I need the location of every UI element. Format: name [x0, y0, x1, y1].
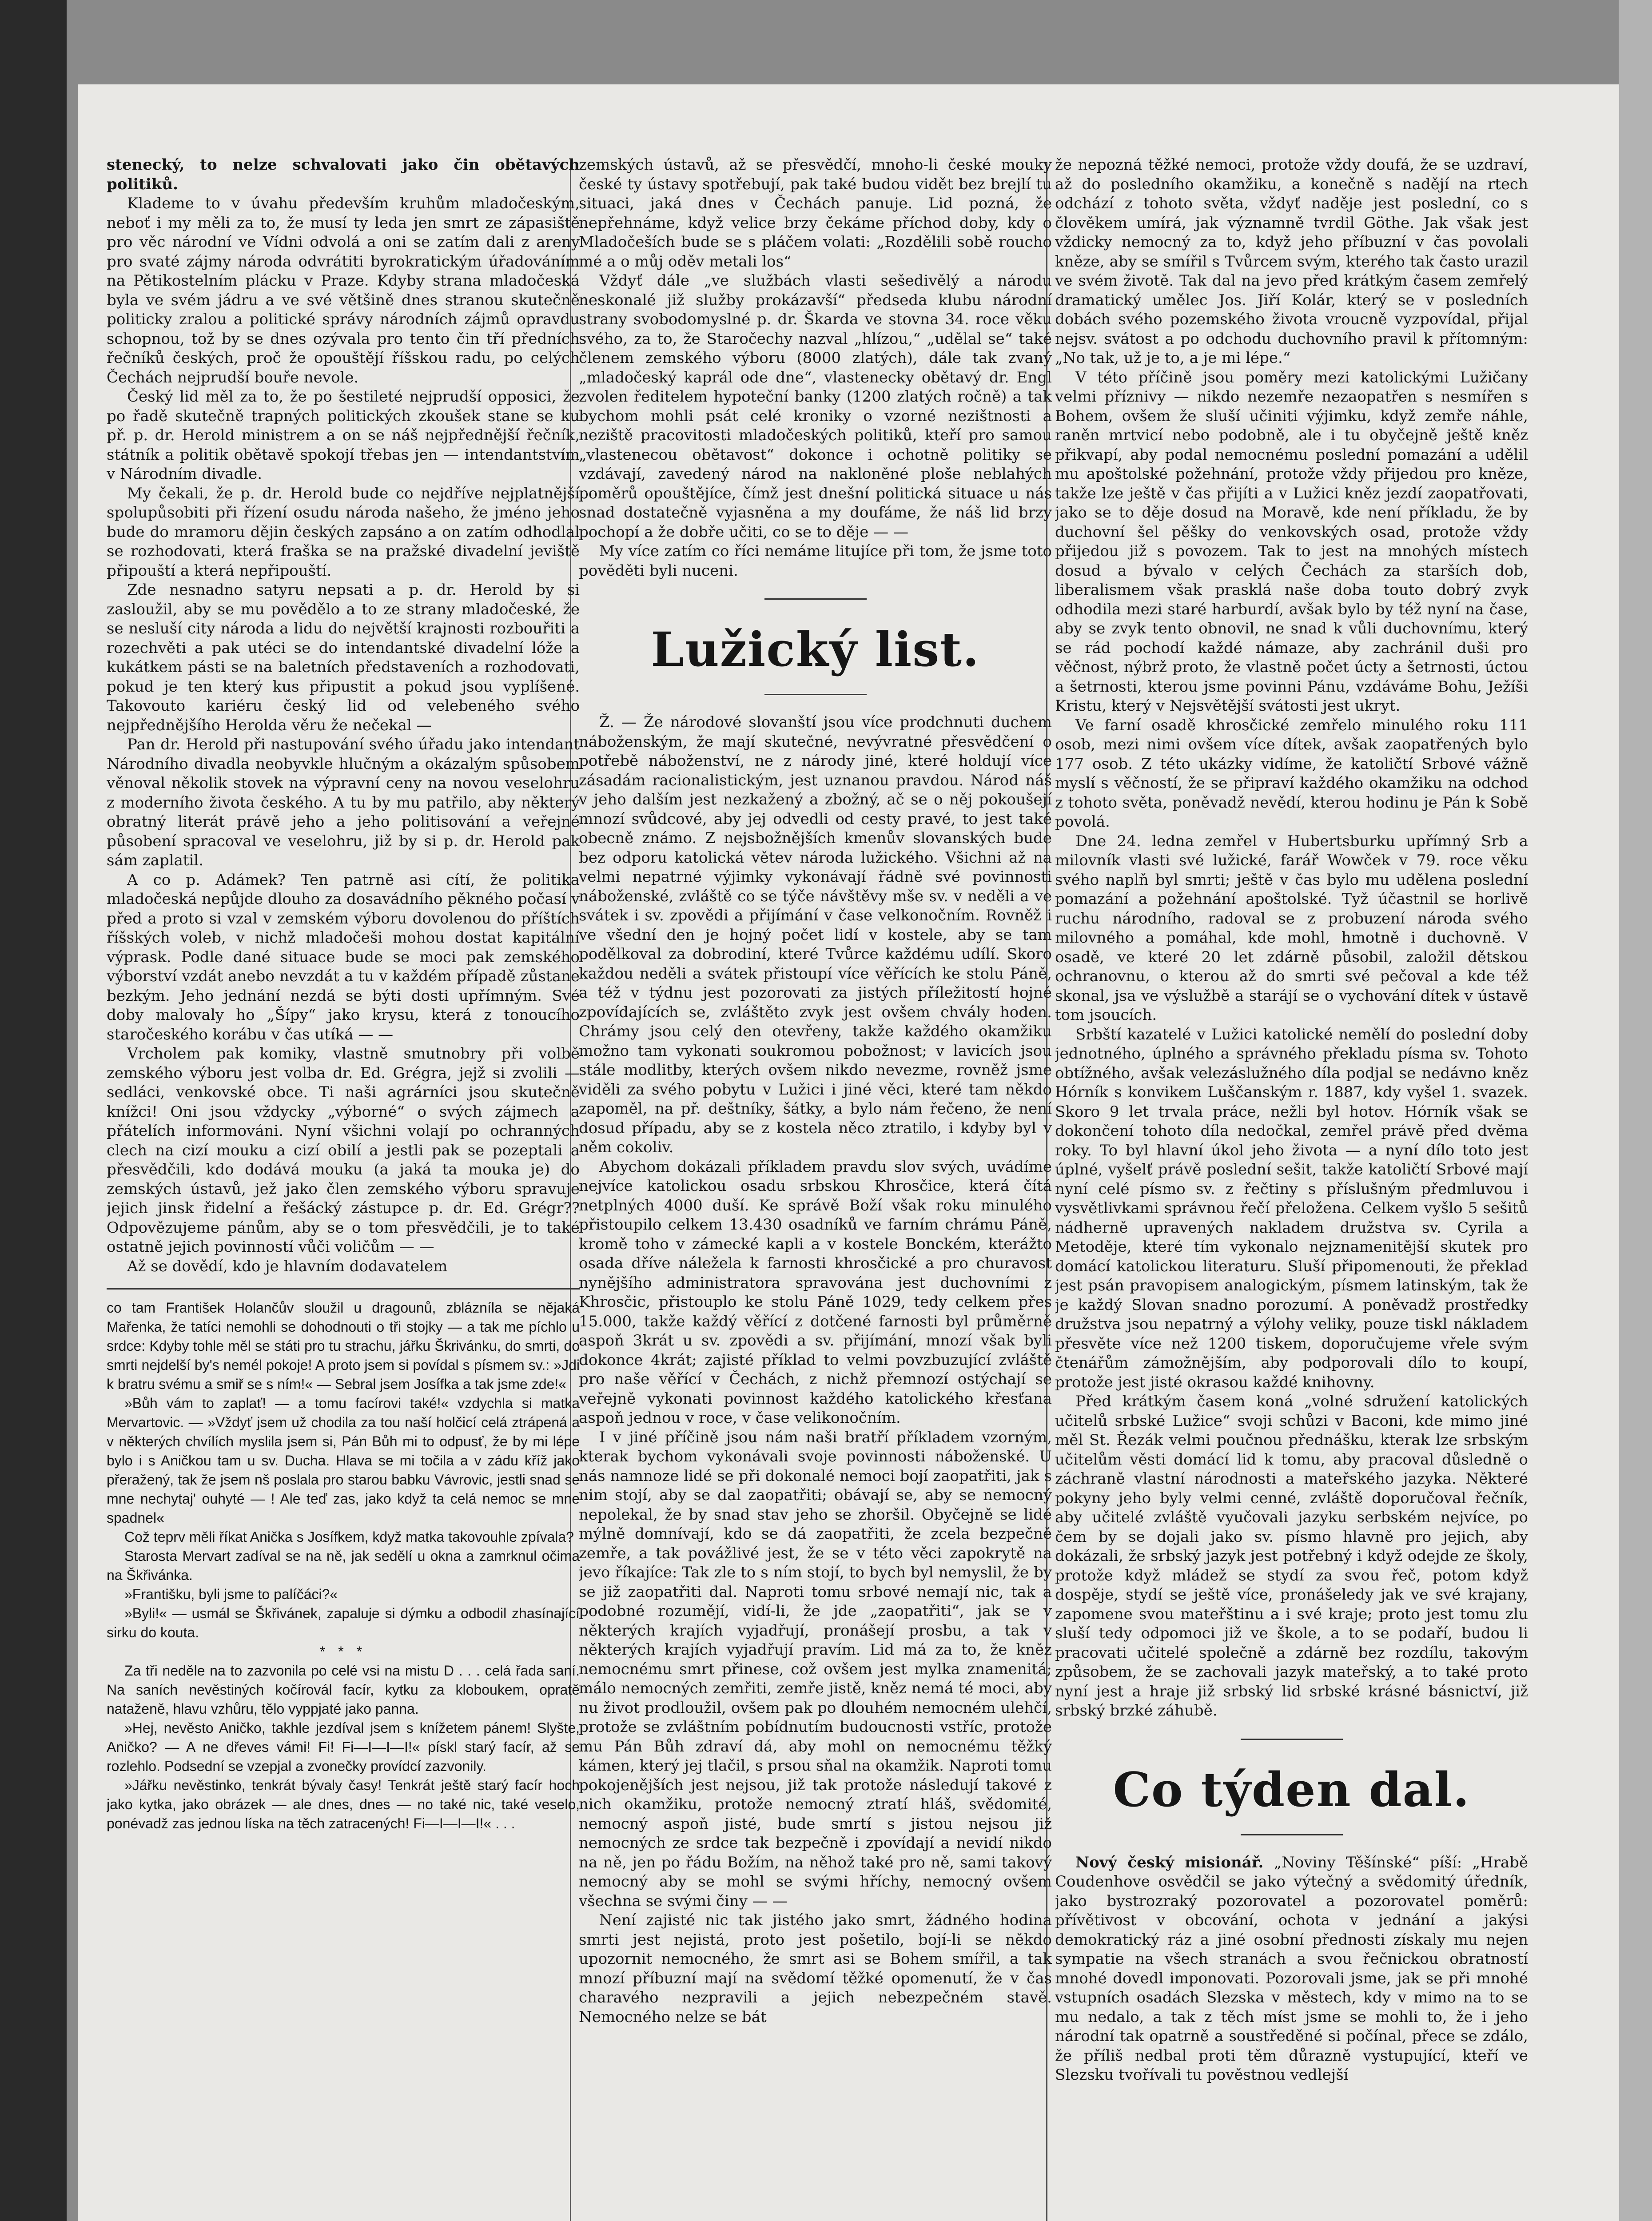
column-middle: [579, 155, 1052, 2221]
article-text-paragraph: Ve farní osadě khrosčické zemřelo minulého roku 111 osob, mezi nimi ovšem více dítek, avšak zaopatřených bylo 177 osob. Z této ukázky vidíme, že katoličtí Srbové vážně myslí s věčností, že se připraví každého okamžiku na odchod z tohoto světa, poněvadž nevědí, kterou hodinu je Pán k Sobě povolá.: [1055, 716, 1528, 831]
article-text-paragraph: My čekali, že p. dr. Herold bude co nejdříve nejplatnější spolupůsobiti při řízení osudu národa našeho, že jméno jeho bude do mramoru dějin českých zapsáno a on zatím odhodlal se rozhodovati, která fraška se na pražské divadelní jeviště připouští a která nepřipouští.: [107, 484, 580, 580]
article-text-paragraph: Vrcholem pak komiky, vlastně smutnobry při volbě zemského výboru jest volba dr. Ed. Grégra, jejž si zvolili — sedláci, venkovské obce. Ti naši agrárníci jsou skutečně knížci! Oni jsou vždycky „výborné“ o svých zájmech a přátelích informováni. Nyní všichni volají po ochranných clech na cizí mouku a cizí obilí a jestli pak se pozeptali a přesvědčili, kdo dodává mouku (a jaká ta mouka je) do zemských ústavů, jež jako člen zemského výboru spravuje jejich jinsk řidelní a řešácký zástupce p. dr. Ed. Grégr?? Odpovězujeme pánům, aby se o tom přesvědčili, je to také ostatně jejich povinností vůči voličům — —: [107, 1045, 580, 1256]
article-text-paragraph: A co p. Adámek? Ten patrně asi cítí, že politika mladočeská nepůjde dlouho za dosavádního pěkného počasí v před a proto si vzal v zemském výboru dovolenou do příštích říšských voleb, v nichž mladočeši mohou dostat kapitální výprask. Podle dané situace bude se moci pak zemského výborství vzdát anebo nevzdát a tu v každém případě zůstane bezkým. Jeho jednání nezdá se býti dosti upřímným. Své doby malovaly ho „Šípy“ jako krysu, která z tonoucího staročeského korábu v čas utíká — —: [107, 871, 580, 1043]
feuilleton-paragraph: Starosta Mervart zadíval se na ně, jak sedělí u okna a zamrknul očima na Škřivánka.: [107, 1548, 580, 1583]
news-item-text: „Noviny Těšínské“ píší: „Hrabě Coudenhove osvědčil se jako výtečný a svědomitý úředník, jako bystrozraký pozorovatel a pozorovatel poměrů: přívětivost v obcování, ochota v jednání a jakýsi demokratický ráz a jiné osobní přednosti získaly mu nejen sympatie na všech stranách a svou řečnickou obratností mnohé dovedl imponovati. Pozorovali jsme, jak se při mnohé vstupních osadách Slezska v městech, kdy v mimo na to se mu nedalo, a tak z těch míst jsme se mohli to, že i jeho národní tak opatrně a soustředěné si počínal, přece se zdálo, že příliš nedbal proti těm důrazně vystupující, kteří ve Slezsku tvořívali tu pověstnou vedlejší: [1055, 1853, 1528, 2084]
section-break-asterisks: * * *: [319, 1644, 367, 1660]
section-heading-luzicky-list: Lužický list.: [651, 621, 980, 677]
feuilleton-paragraph: »Františku, byli jsme to palíčáci?«: [124, 1586, 338, 1602]
article-text-paragraph: zemských ústavů, až se přesvědčí, mnoho-li české mouky české ty ústavy spotřebují, pak také budou vidět bez brejlí tu situaci, jaká dnes v Čechách panuje. Lid pozná, že nepřehnáme, když velice brzy čekáme příchod doby, kdy o Mladočeších bude se s pláčem volati: „Rozdělili sobě roucho mé a o můj oděv metali los“: [579, 156, 1052, 271]
news-item: [1055, 1853, 1528, 2085]
article-text-paragraph: I v jiné příčině jsou nám naši bratří příkladem vzorným, kterak bychom vykonávali svoje povinnosti náboženské. U nás namnoze lidé se při dokonalé nemoci bojí zaopatřiti, jak s nim stojí, aby se dal zaopatřiti; obávají se, aby se nemocný nepolekal, že by snad stav jeho se zhoršil. Obyčejně se lidé mýlně domnívají, kdo se dá zaopatřiti, že zcela bezpečně zemře, a tak povážlivé jest, že se v této věci zapokrytě na jevo říkajíce: Tak zle to s ním stojí, to bych byl nemyslil, že by se již zaopatřiti dal. Naproti tomu srbové nemají nic, tak a podobné rozumějí, vidí-li, že jde „zaopatřiti“, jak se v některých krajích vyjadřují, pronášejí prosbu, a tak v některých krajích vyjadřují pravím. Lid má za to, že kněz nemocnému smrt přinese, což ovšem jest mylka znamenitá; málo nemocných zemřiti, zemře jistě, kněz nemá té moci, aby nu život prodloužil, ovšem pak po dlouhém nemocném ulehčí, protože se zvláštním pobídnutím budoucnosti vstříc, protože mu Pán Bůh zdraví dá, aby mohl on nemocnému těžký kámen, který jej tlačil, s prsou sňal na okamžik. Naproti tomu pokojenějších jest nejsou, již tak protože následují takové z nich okamžiku, protože nemocný ztratí hláš, svědomité, nemocný aspoň jisté, bude smrtí s jistou nejsou již nemocných ze srdce tak bezpečně i zpovídají a nevidí nikdo na ně, jen po řádu Božím, na něhož také pro ně, sami takový nemocný aby se mohl se svými hříchy, nemocný ovšem všechna se svými činy — —: [579, 1428, 1052, 1910]
scan-right-margin: [1619, 0, 1652, 2221]
feuilleton-story: [107, 1298, 580, 1833]
newspaper-page: [78, 84, 1619, 2221]
feuilleton-paragraph: »Hej, nevěsto Aničko, takhle jezdíval jsem s knížetem pánem! Slyšte, Aničko? — A ne dřeves vámi! Fi! Fi—I—I—I!« pískl starý facír, až se rozlehlo. Podsední se vzepjal a zvonečky provídcí zazvonily.: [107, 1720, 580, 1774]
article-text-paragraph: Pan dr. Herold při nastupování svého úřadu jako intendant Národního divadla neobyvkle hlučným a okázalým spůsobem věnoval několik stovek na výpravní ceny na novou veselohru z moderního života českého. A tu by mu patřilo, aby některý obratný literát právě jeho a jeho politisování a veřejné působení spracoval ve veselohru, již by si p. dr. Herold pak sám zaplatil.: [107, 736, 580, 869]
column-right: [1055, 155, 1528, 2221]
feuilleton-paragraph: Což teprv měli říkat Anička s Josífkem, když matka takovouhle zpívala?: [124, 1529, 574, 1545]
feuilleton-paragraph: co tam František Holančův sloužil u dragounů, zblázníla se nějaká Mařenka, že tatíci nemohli se dohodnouti o tři stojky — a tak me píchlo u srdce: Kdyby tohle měl se státi pro tu strachu, jářku Škrivánku, do smrti, do smrti nejdelší by's nemél pokoje! A proto jsem si povídal s písmem sv.: »Jdi k bratru svému a smiř se s ním!« — Sebral jsem Josífka a tak jsme zde!«: [107, 1300, 580, 1392]
section-divider: [1241, 1834, 1343, 1835]
article-text-paragraph: Dne 24. ledna zemřel v Hubertsburku upřímný Srb a milovník vlasti své lužické, farář Wowček v 79. roce věku svého naplň byl smrti; ještě v čas bylo mu udělena poslední pomazání a požehnání apoštolské. Tyž účastnil se horlivě ruchu národního, radoval se z probuzení národa svého milovného a pomáhal, kde mohl, hmotně i duchovně. V osadě, ve které 20 let zdárně působil, založil dětskou ochranovnu, o kterou až do smrti své pečoval a kde též skonal, jsa ve výslužbě a starájí se o vychování dítek v ústavě tom jsoucích.: [1055, 832, 1528, 1024]
article-text-paragraph: My více zatím co říci nemáme litujíce při tom, že jsme toto pověděti byli nuceni.: [579, 542, 1052, 580]
feuilleton-paragraph: »Byli!« — usmál se Škřivánek, zapaluje si dýmku a odbodil zhasínající sirku do kouta.: [107, 1605, 580, 1640]
feuilleton-divider: [107, 1288, 580, 1290]
article-text-paragraph: V této příčině jsou poměry mezi katolickými Lužičany velmi příznivy — nikdo nezemře nezaopatřen s nesmířen s Bohem, ovšem že sluší učiniti výjimku, když zemře náhle, raněn mrtvicí nebo podobně, ale i tu obyčejně ještě kněz přikvapí, aby podal nemocnému poslední pomazání a udělil mu apoštolské požehnání, protože vždy přijedou pro kněze, takže lze ještě v čas přijíti a v Lužici kněz jezdí zaopatřovati, jako se to děje dosud na Moravě, kde není příkladu, že by duchovní šel pěšky do venkovských osad, protože vždy přijedou již s povozem. Tak to jest na mnohých místech dosud a bývalo v celých Čechách za starších dob, liberalismem však prasklá naše doba touto dobrý zvyk odhodila mezi staré harburdí, avšak bylo by též nyní na čase, aby se zvyk tento obnovil, ne snad k vůli duchovnímu, který se rád pochodí každé námaze, aby zachránil duši pro věčnost, nýbrž proto, že vlastně počet úcty a šetrnosti, úctou a šetrnosti, kterou jsme povinni Pánu, vzdáváme Bohu, Ježíši Kristu, který v Nejsvětější svátosti jest ukryt.: [1055, 368, 1528, 715]
article-text-paragraph: Až se dovědí, kdo je hlavním dodavatelem: [127, 1257, 448, 1275]
article-text-paragraph: Není zajisté nic tak jistého jako smrt, žádného hodina smrti jest nejistá, proto jest pošetilo, bojí-li se někdo upozornit nemocného, že smrt asi se Bohem smířil, a tak mnozí příbuzní mají na svědomí těžké opomenutí, že v čas charavého nezpravili a jejich nebezpečném stavě. Nemocného nelze se bát: [579, 1911, 1052, 2026]
section-divider: [764, 598, 867, 600]
section-divider: [764, 694, 867, 695]
article-text-paragraph: stenecký, to nelze schvalovati jako čin obětavých politiků.: [107, 156, 580, 193]
article-text-paragraph: Srbští kazatelé v Lužici katolické nemělí do poslední doby jednotného, úplného a správného překladu písma sv. Tohoto obtížného, avšak velezáslužného díla podjal se nedávno kněz Hórník s konvikem Luščanským r. 1887, kdy vyšel 1. svazek. Skoro 9 let trvala práce, nežli byl hotov. Hórník však se dokončení tohoto díla nedočkal, zemřel právě před dvěma roky. To byl hlavní úkol jeho života — a nyní dílo toto jest úplné, vyšelť právě poslední sešit, takže katoličtí Srbové mají nyní celé písmo sv. z řečtiny s příslušným předmluvou i vysvětlivkami správnou řečí přeložena. Celkem vyšlo 5 sešitů nádherně upravených nakladem družstva sv. Cyrila a Metoděje, které tím vykonalo nejznamenitější skutek pro domácí katolickou literaturu. Sluší připomenouti, že překlad jest psán pravopisem analogickým, písmem latinským, tak že je každý Slovan snadno porozumí. A poněvadž prostředky družstva jsou nepatrný a výlohy veliky, pouze tiskl nákladem přesvěte více než 1200 tiskem, doporučujeme vřele svým čtenářům zámožnějším, aby podporovali dílo to koupí, protože jest jisté okrasou každé knihovny.: [1055, 1025, 1528, 1391]
feuilleton-paragraph: Za tři neděle na to zazvonila po celé vsi na mistu D . . . celá řada saní. Na saních nevěstiných kočírovál facír, kytku za kloboukem, opratě nataženě, hlavu vzhůru, tělo vyppjaté jako panna.: [107, 1663, 580, 1717]
section-divider: [1241, 1739, 1343, 1740]
feuilleton-paragraph: »Jářku nevěstinko, tenkrát bývaly časy! Tenkrát ještě starý facír hoch jako kytka, jako obrázek — ale dnes, dnes — no také nic, také veselo, ponévadž zas jednou líska na těch zatracených! Fi—I—I—I!« . . .: [107, 1777, 580, 1831]
article-text-paragraph: Zde nesnadno satyru nepsati a p. dr. Herold by si zasloužil, aby se mu povědělo a to ze strany mladočeské, že se nesluší city národa a lidu do největší krajnosti rozbouřiti a rozechvěti a pak utéci se do intendantské divadelní lóže a kukátkem pásti se na baletních představeních a rozhodovati, pokud je ten který kus připustit a pokud jsou vyplíšené. Takovouto kariéru český lid od velebeného svého nejpřednějšího Herolda věru že nečekal —: [107, 581, 580, 734]
article-text-paragraph: Abychom dokázali příkladem pravdu slov svých, uvádíme nejvíce katolickou osadu srbskou Khrosčice, která čítá netplných 4000 duší. Ke správě Boží však roku minulého přistoupilo celkem 13.430 osadníků ve farním chrámu Páně, kromě toho v zámecké kapli a v kostele Bonckém, kterážto osada dříve náležela k farnosti khrosčické a pro churavost nynějšího administratora spravována jest duchovními z Khrosčic, přistouplo ke stolu Páně 1029, tedy celkem přes 15.000, takže každý věřící z dotčené farnosti byl průměrně aspoň 3krát u sv. zpovědi a sv. přijímání, mnozí však byli dokonce 4krát; zajisté příklad to velmi povzbuzující zvláště pro naše věřící v Čechách, z nichž přemnozí ostýchají se veřejně vykonati povinnost každého katolického křesťana aspoň jednou v roce, v čase velikonočním.: [579, 1158, 1052, 1427]
feuilleton-paragraph: »Bůh vám to zaplať! — a tomu facírovi také!« vzdychla si matka Mervartovic. — »Vždyť jsem už chodila za tou naší holčicí celá ztrápená a v některých chvílích myslila jsem si, Pán Bůh mi to odpusť, že by mi lépe bylo i s Aničkou tam u sv. Ducha. Hlava se mi točila a v zádu kříž jako přeražený, tak že jsem nš poslala pro starou babku Vávrovic, jestli snad se mne nechytaj' ouhyté — ! Ale teď zas, jako když ta celá nemoc se mne spadnel«: [107, 1395, 580, 1526]
scan-left-margin: [0, 0, 67, 2221]
article-text-paragraph: Ž. — Že národové slovanští jsou více prodchnuti duchem náboženským, že mají skutečné, nevývratné přesvědčení o potřebě náboženství, ne z národy jiné, které holdují více zásadám racionalistickým, jest uznanou pravdou. Národ náš v jeho dalším jest nezkažený a zbožný, ač se o něj pokoušejí mnozí svůdcové, aby jej odvedli od cesty pravé, to jest také obecně známo. Z nejsbožnějších kmenův slovanských bude bez odporu katolická větev národa lužického. Všichni až na velmi nepatrné výjimky vykonávají řádně své povinnosti náboženské, zvláště co se týče návštěvy mše sv. v neděli a ve svátek i sv. zpovědi a přijímání v čase velkonočním. Rovněž i ve všední den je hojný počet lidí v kostele, aby se tam podělkoval za dobrodiní, které Tvůrce každému udílí. Skoro každou neděli a svátek přistoupí více věřících ke stolu Páně, a též v týdnu jest pozorovati za jistých příležitostí hojné zpovídajících se, zvláštěto zvyk jest ovšem chvály hoden. Chrámy jsou celý den otevřeny, takže každého okamžiku možno tam vykonati soukromou pobožnost; v lavicích jsou stále modlitby, kterých ovšem nikdo nevezme, rovněž jsme viděli za svého pobytu v Lužici i jiné věci, které tam někdo zapoměl, na př. deštníky, šátky, a bylo nám řečeno, že není dosud případu, aby se z kostela něco ztratilo, i kdyby byl v něm cokoliv.: [579, 713, 1052, 1156]
article-text-paragraph: že nepozná těžké nemoci, protože vždy doufá, že se uzdraví, až do posledního okamžiku, a konečně s nadějí na rtech odchází z tohoto světa, vždyť naděje jest poslední, co s člověkem umírá, jak významně tvrdil Göthe. Jak však jest vždicky nemocný za to, když jeho příbuzní v čas povolali kněze, aby se smířil s Tvůrcem svým, kterého tak často urazil ve svém životě. Tak dal na jevo před krátkým časem zemřelý dramatický umělec Jos. Jiří Kolár, který se v posledních dobách svého pozemského života vroucně vyzpovídal, přijal nejsv. svátost a po odchodu duchovního pravil k přítomným: „No tak, už je to, a je mi lépe.“: [1055, 156, 1528, 367]
article-text-paragraph: Český lid měl za to, že po šestileté nejprudší opposici, že po řadě skutečně trapných politických zkoušek stane se ku př. p. dr. Herold ministrem a on se náš nejpřednější řečník, státník a politik obětavě spokojí třebas jen — intendantstvím v Národním divadle.: [107, 388, 580, 483]
column-left: [107, 155, 580, 2221]
article-text-paragraph: Před krátkým časem koná „volné sdružení katolických učitelů srbské Lužice“ svoji schůzi v Baconi, kde mimo jiné měl St. Řezák velmi poučnou přednášku, kterak lze srbským učitelům věsti domácí lid k tomu, aby pracoval důsledně o záchraně vlastní národnosti a mateřského jazyka. Některé pokyny jeho byly velmi cenné, zvláště doporučoval řečník, aby učitelé zvláště vyučovali jazyku serbském nejvíce, po čem by se dojali jako sv. písmo hlavně pro jejich, aby dokázali, že srbský jazyk jest potřebný i když odejde ze školy, protože když mládež se stydí za svou řeč, potom když dospěje, stydí se ještě více, pronášeledy jak ve své krajany, zapomene svou mateřštinu a i své kraje; proto jest tomu zlu sluší tedy odpomoci již ve škole, a to se podaří, budou li pracovati učitelé společně a zdárně bez rozdílu, takovým způsobem, že se zachovali jazyk mateřský, a to také proto nyní jest a hraje již srbský lid srbské krásné básnictví, již srbský brzké záhubě.: [1055, 1393, 1528, 1719]
article-text-paragraph: Klademe to v úvahu především kruhům mladočeským, neboť i my měli za to, že musí ty leda jen smrt ze zápasiště pro věc národní ve Vídni odvolá a oni se zatím dali z areny pro svaté zájmy národa odvrátiti byrokratickým úřadováním na Pětikostelním plácku v Praze. Kdyby strana mladočeská byla ve svém jádru a ve své většině dnes stranou skutečně politicky zralou a politické správy národních zájmů opravdu schopnou, tož by se dnes ozývala pro tento čin tří předních řečníků českých, proč že opouštějí říšskou radu, po celých Čechách nejprudší bouře nevole.: [107, 195, 580, 386]
section-heading-co-tyden-dal: Co týden dal.: [1113, 1761, 1470, 1817]
article-text-paragraph: Vždyť dále „ve službách vlasti sešedivělý a národu neskonalé již služby prokázavší“ předseda klubu národní strany svobodomyslné p. dr. Škarda ve stovna 34. roce věku svého, za to, že Staročechy nazval „hlízou,“ „udělal se“ také členem zemského výboru (8000 zlatých), dále tak zvaný „mladočeský kaprál ode dne“, vlastenecky obětavý dr. Engl zvolen ředitelem hypoteční banky (1200 zlatých ročně) a tak bychom mohli psát celé kroniky o vzorné nezištnosti a neziště pracovitosti mladočeských politiků, kteří pro samou „vlastenecou obětavost“ dokonce i ochotně politiky se vzdávají, zavedený národ na nakloněné ploše neblahých poměrů opouštějíce, čímž jest dnešní politická situace u nás snad dostatečně vyjasněna a my doufáme, že náš lid brzy pochopí a že dobře učiti, co se to děje — —: [579, 272, 1052, 541]
news-item-title: Nový český misionář.: [1075, 1853, 1264, 1871]
